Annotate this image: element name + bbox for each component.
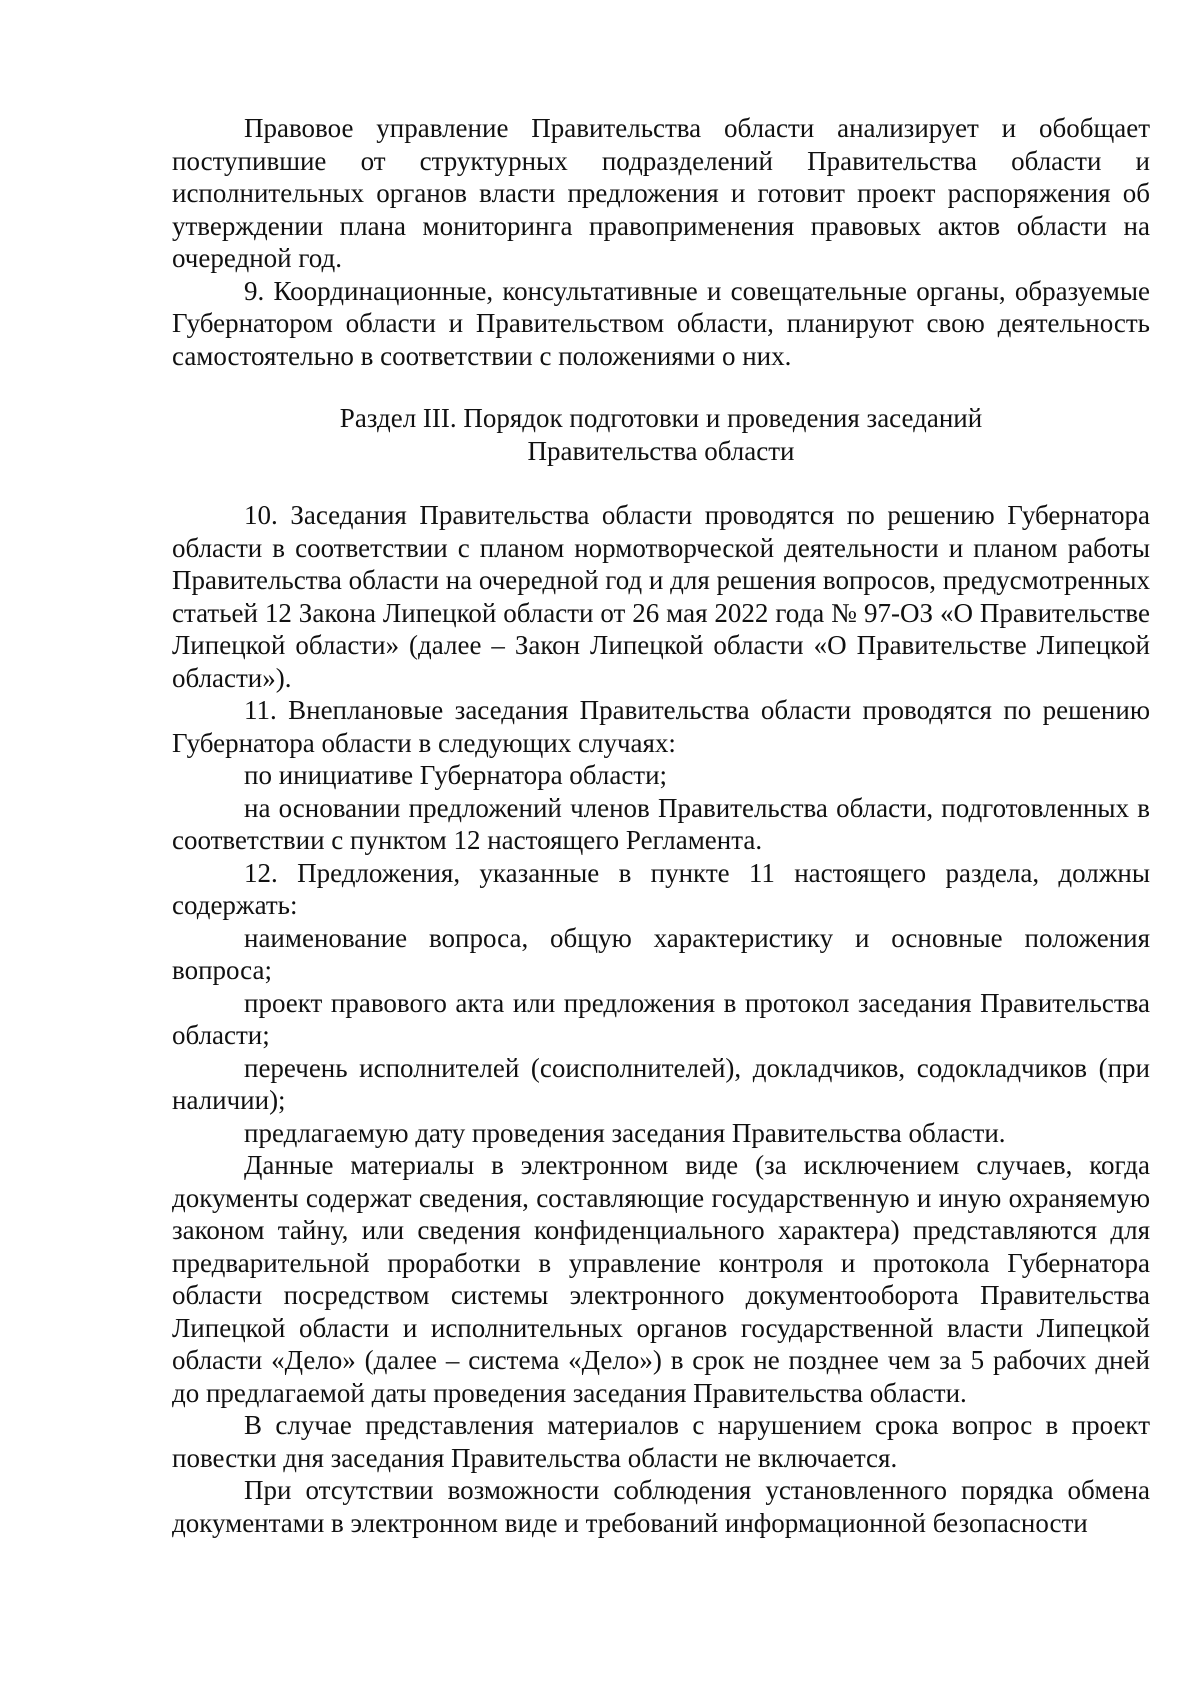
- paragraph-legal-department: Правовое управление Правительства области анализирует и обобщает поступившие от структурных подразделений Правительства области и исполнительных органов власти предложения и готовит проект распоряжения об утверждении плана мониторинга правоприменения правовых актов области на очередной год.: [172, 113, 1150, 273]
- paragraph-item-9: 9. Координационные, консультативные и совещательные органы, образуемые Губернатором области и Правительством области, планируют свою деятельность самостоятельно в соответствии с положениями о них.: [172, 275, 1150, 371]
- paragraph-item-11-case-2: на основании предложений членов Правительства области, подготовленных в соответствии с пунктом 12 настоящего Регламента.: [172, 792, 1150, 855]
- paragraph-no-electronic-exchange: При отсутствии возможности соблюдения установленного порядка обмена документами в электронном виде и требований информационной безопасности: [172, 1475, 1150, 1538]
- paragraph-item-12-req-4: предлагаемую дату проведения заседания Правительства области.: [244, 1117, 1006, 1148]
- paragraph-deadline-violation: В случае представления материалов с нарушением срока вопрос в проект повестки дня заседания Правительства области не включается.: [172, 1410, 1150, 1473]
- document-body: [172, 112, 1150, 1539]
- section-heading: [172, 402, 1150, 467]
- paragraph-item-12: 12. Предложения, указанные в пункте 11 настоящего раздела, должны содержать:: [172, 857, 1150, 920]
- paragraph-item-12-req-1: наименование вопроса, общую характеристику и основные положения вопроса;: [172, 922, 1150, 985]
- section-heading-line-1: Раздел III. Порядок подготовки и проведения заседаний: [339, 403, 983, 433]
- paragraph-item-11: 11. Внеплановые заседания Правительства области проводятся по решению Губернатора области в следующих случаях:: [172, 695, 1150, 758]
- paragraph-item-11-case-1: по инициативе Губернатора области;: [244, 760, 668, 790]
- section-heading-line-2: Правительства области: [527, 435, 795, 466]
- paragraph-item-12-req-3: перечень исполнителей (соисполнителей), докладчиков, содокладчиков (при наличии);: [172, 1052, 1150, 1115]
- paragraph-electronic-materials: Данные материалы в электронном виде (за исключением случаев, когда документы содержат сведения, составляющие государственную и иную охраняемую законом тайну, или сведения конфиденциального характера) представляются для предварительной проработки в управление контроля и протокола Губернатора области посредством системы электронного документооборота Правительства Липецкой области и исполнительных органов государственной власти Липецкой области «Дело» (далее – система «Дело») в срок не позднее чем за 5 рабочих дней до предлагаемой даты проведения заседания Правительства области.: [172, 1150, 1150, 1408]
- paragraph-item-10: 10. Заседания Правительства области проводятся по решению Губернатора области в соответствии с планом нормотворческой деятельности и планом работы Правительства области на очередной год и для решения вопросов, предусмотренных статьей 12 Закона Липецкой области от 26 мая 2022 года № 97-ОЗ «О Правительстве Липецкой области» (далее – Закон Липецкой области «О Правительстве Липецкой области»).: [172, 500, 1150, 693]
- paragraph-item-12-req-2: проект правового акта или предложения в протокол заседания Правительства области;: [172, 987, 1150, 1050]
